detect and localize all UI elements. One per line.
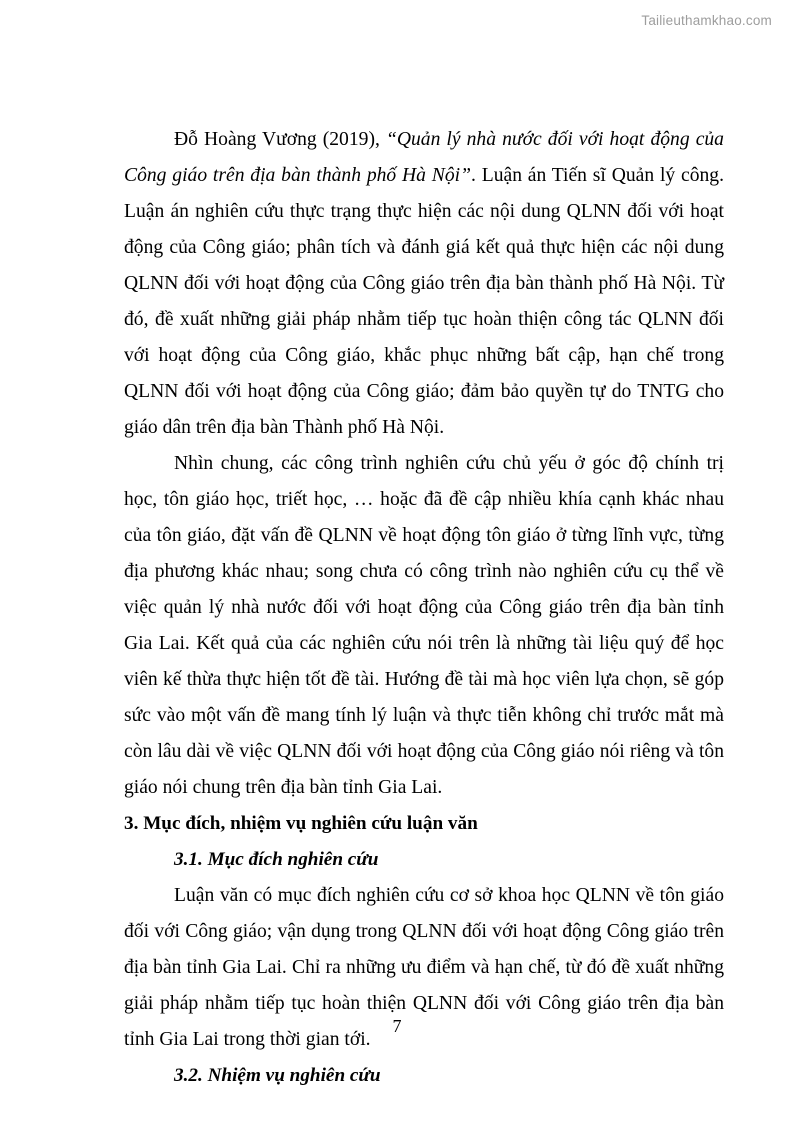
watermark-text: Tailieuthamkhao.com — [641, 13, 772, 28]
document-body — [124, 122, 724, 1094]
heading-section-3-2: 3.2. Nhiệm vụ nghiên cứu — [174, 1065, 381, 1086]
paragraph-purpose: Luận văn có mục đích nghiên cứu cơ sở khoa học QLNN về tôn giáo đối với Công giáo; vận dụng trong QLNN đối với hoạt động Công giáo trên địa bàn tỉnh Gia Lai. Chỉ ra những ưu điểm và hạn chế, từ đó đề xuất những giải pháp nhằm tiếp tục hoàn thiện QLNN đối với Công giáo trên địa bàn tỉnh Gia Lai trong thời gian tới. — [124, 885, 724, 1050]
italic-run: “Quản lý nhà nước đối với hoạt động của Công giáo trên địa bàn thành phố Hà Nội” — [124, 129, 724, 186]
paragraph-citation: Đỗ Hoàng Vương (2019), “Quản lý nhà nước đối với hoạt động của Công giáo trên địa bàn thành phố Hà Nội”. Luận án Tiến sĩ Quản lý công. Luận án nghiên cứu thực trạng thực hiện các nội dung QLNN đối với hoạt động của Công giáo; phân tích và đánh giá kết quả thực hiện các nội dung QLNN đối với hoạt động của Công giáo trên địa bàn thành phố Hà Nội. Từ đó, đề xuất những giải pháp nhằm tiếp tục hoàn thiện công tác QLNN đối với hoạt động của Công giáo, khắc phục những bất cập, hạn chế trong QLNN đối với hoạt động của Công giáo; đảm bảo quyền tự do TNTG cho giáo dân trên địa bàn Thành phố Hà Nội. — [124, 129, 724, 438]
heading-section-3-1: 3.1. Mục đích nghiên cứu — [174, 849, 379, 870]
heading-section-3: 3. Mục đích, nhiệm vụ nghiên cứu luận văn — [124, 813, 478, 834]
page-number: 7 — [392, 1016, 402, 1036]
paragraph-overview: Nhìn chung, các công trình nghiên cứu chủ yếu ở góc độ chính trị học, tôn giáo học, triết học, … hoặc đã đề cập nhiều khía cạnh khác nhau của tôn giáo, đặt vấn đề QLNN về hoạt động tôn giáo ở từng lĩnh vực, từng địa phương khác nhau; song chưa có công trình nào nghiên cứu cụ thể về việc quản lý nhà nước đối với hoạt động của Công giáo trên địa bàn tỉnh Gia Lai. Kết quả của các nghiên cứu nói trên là những tài liệu quý để học viên kế thừa thực hiện tốt đề tài. Hướng đề tài mà học viên lựa chọn, sẽ góp sức vào một vấn đề mang tính lý luận và thực tiễn không chỉ trước mắt mà còn lâu dài về việc QLNN đối với hoạt động của Công giáo nói riêng và tôn giáo nói chung trên địa bàn tỉnh Gia Lai. — [124, 453, 724, 798]
